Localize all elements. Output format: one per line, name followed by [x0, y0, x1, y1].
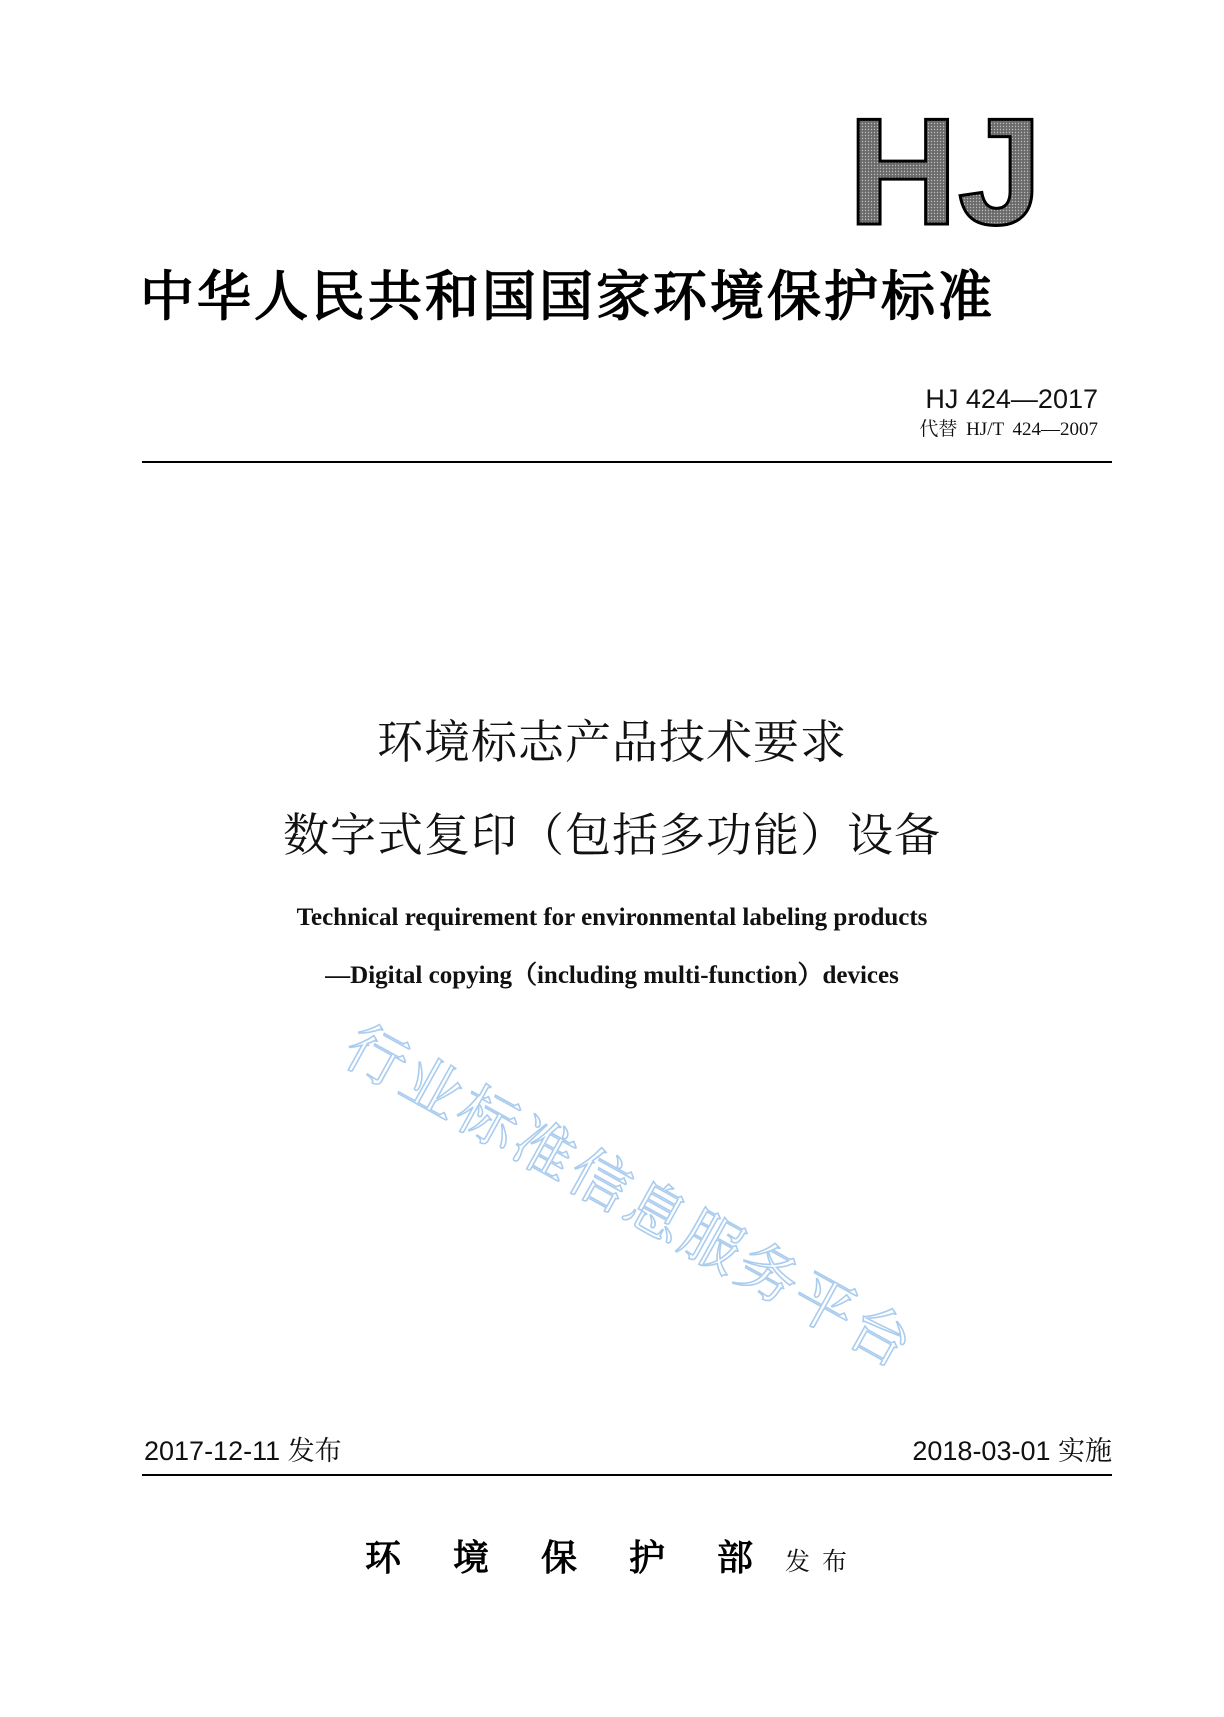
standard-number: HJ 424—2017	[925, 384, 1098, 414]
publisher-row	[0, 1530, 1224, 1581]
watermark-text: 行业标准信息服务平台	[332, 1011, 927, 1384]
publisher-name: 环境保护部	[364, 1537, 805, 1579]
bottom-divider	[142, 1474, 1112, 1476]
top-divider	[142, 461, 1112, 463]
issue-date: 2017-12-11 发布	[144, 1436, 342, 1466]
hj-logo	[840, 104, 1080, 232]
en-title-line-2: —Digital copying（including multi-function）devices	[325, 962, 899, 989]
cn-title-line-2: 数字式复印（包括多功能）设备	[283, 808, 941, 862]
replaces-standard: 代替 HJ/T 424—2007	[919, 419, 1098, 440]
org-title: 中华人民共和国国家环境保护标准	[140, 264, 995, 328]
logo-text: HJ	[848, 104, 1043, 232]
effective-date: 2018-03-01 实施	[912, 1436, 1112, 1466]
watermark	[300, 1000, 1040, 1440]
en-title-line-1: Technical requirement for environmental labeling products	[296, 904, 928, 931]
publisher-suffix: 发布	[785, 1547, 860, 1576]
cn-title-line-1: 环境标志产品技术要求	[377, 715, 847, 769]
